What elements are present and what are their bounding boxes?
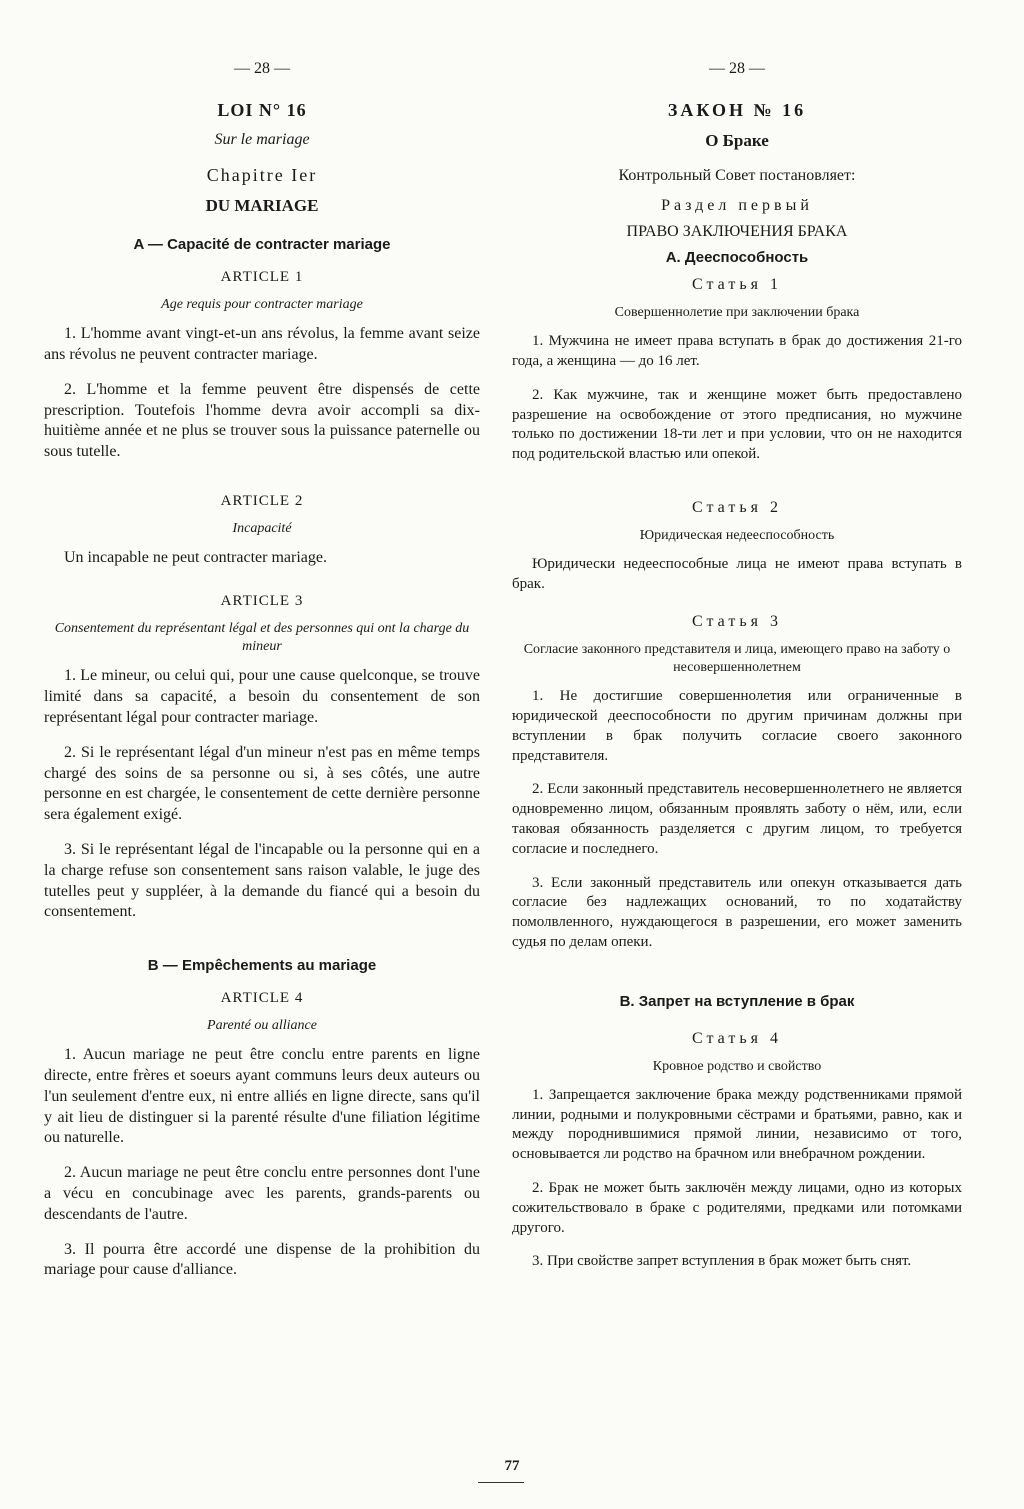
law-title: LOI N° 16 (217, 100, 307, 120)
article-subtitle: Совершеннолетие при заключении брака (614, 305, 860, 320)
paragraph: 3. Il pourra être accordé une dispense de la prohibition du mariage pour cause d'alliance. (44, 1240, 480, 1279)
paragraph: 3. При свойстве запрет вступления в брак может быть снят. (532, 1253, 912, 1270)
article-subtitle: Age requis pour contracter mariage (161, 297, 363, 312)
article-subtitle: Юридическая недееспособность (639, 527, 835, 543)
russian-column (512, 60, 962, 1286)
law-title: ЗАКОН № 16 (667, 100, 807, 120)
paragraph: 1. Не достигшие совершеннолетия или ограниченные в юридической дееспособности по другим причинам должны при вступлении в брак получить согласие своего законного представителя. (512, 688, 962, 764)
article-4 (512, 1030, 962, 1273)
article-2 (512, 499, 962, 595)
paragraph: 1. Мужчина не имеет права вступать в брак до достижения 21-го года, а женщина — до 16 лет. (512, 333, 962, 369)
paragraph: Un incapable ne peut contracter mariage. (64, 549, 327, 567)
french-column (44, 60, 480, 1295)
paragraph: 3. Если законный представитель или опекун отказывается дать согласие без надлежащих оснований, то по ходатайству помолвленного, нуждающегося в разрешении, его может заменить судья по делам опеки. (512, 874, 962, 950)
paragraph: Юридически недееспособные лица не имеют права вступать в брак. (512, 556, 962, 592)
paragraph: 2. Брак не может быть заключён между лицами, одно из которых сожительствовало в браке с родителями, предками или потомками другого. (512, 1180, 962, 1236)
section-heading-b: B — Empêchements au mariage (147, 957, 377, 975)
footer-rule (478, 1482, 524, 1483)
article-subtitle: Согласие законного представителя и лица, имеющего право на заботу о несовершеннолетнем (523, 641, 951, 675)
chapter-heading: Chapitre Ier (206, 165, 318, 185)
article-subtitle: Consentement du représentant légal et des personnes qui ont la charge du mineur (54, 620, 470, 655)
preamble: Контрольный Совет постановляет: (618, 167, 856, 184)
paragraph: 2. Aucun mariage ne peut être conclu entre personnes dont l'une a vécu en concubinage avec les parents, grands-parents ou descendants de l'autre. (44, 1164, 480, 1223)
article-1 (44, 269, 480, 463)
article-3 (44, 593, 480, 923)
chapter-title: DU MARIAGE (205, 196, 319, 215)
article-title: Статья 2 (692, 498, 782, 516)
article-title: Статья 4 (692, 1029, 782, 1047)
article-subtitle: Кровное родство и свойство (652, 1058, 822, 1074)
page-number: — 28 — (709, 60, 765, 77)
article-subtitle: Parenté ou alliance (207, 1018, 317, 1034)
paragraph: 1. Le mineur, ou celui qui, pour une cause quelconque, se trouve limité dans sa capacité, a besoin du consentement de son représentant légal pour contracter mariage. (44, 667, 480, 726)
paragraph: 2. Как мужчине, так и женщине может быть предоставлено разрешение на освобождение от этого предписания, но мужчине только по достижении 18-ти лет и при условии, что он не находится под родительской властью или опекой. (512, 386, 962, 463)
section-heading-a: А. Дееспособность (665, 249, 809, 266)
section-heading-a: A — Capacité de contracter mariage (133, 236, 391, 253)
chapter-title: ПРАВО ЗАКЛЮЧЕНИЯ БРАКА (626, 223, 848, 240)
article-title: Статья 3 (692, 612, 782, 630)
paragraph: 1. L'homme avant vingt-et-un ans révolus, la femme avant seize ans révolus ne peuvent contracter mariage. (44, 325, 480, 363)
article-title: ARTICLE 3 (220, 592, 304, 609)
paragraph: 3. Si le représentant légal de l'incapable ou la personne qui en a la charge refuse son consentement sans raison valable, le juge des tutelles peut y suppléer, à la demande du fiancé qui a besoin du consentement. (44, 840, 480, 921)
section-heading-b: В. Запрет на вступление в брак (619, 992, 855, 1010)
article-subtitle: Incapacité (232, 520, 292, 536)
paragraph: 1. Aucun mariage ne peut être conclu entre parents en ligne directe, entre frères et soeurs ayant communs leurs deux auteurs ou l'un seulement d'entre eux, ni entre alliés en ligne directe, sans qu'il y ait lieu de distinguer si la parenté résulte d'une filiation légitime ou naturelle. (44, 1046, 480, 1147)
footer-page-number: 77 (504, 1458, 520, 1474)
page-number: — 28 — (234, 60, 290, 77)
paragraph: 2. L'homme et la femme peuvent être dispensés de cette prescription. Toutefois l'homme devra avoir accompli sa dix-huitième année et ne plus se trouver sous la puissance paternelle ou sous tutelle. (44, 380, 480, 461)
paragraph: 2. Si le représentant légal d'un mineur n'est pas en même temps chargé des soins de sa personne ou si, à ses côtés, une autre personne en est chargée, le consentement de cette dernière personne sera également exigé. (44, 743, 480, 824)
article-2 (44, 493, 480, 569)
paragraph: 1. Запрещается заключение брака между родственниками прямой линии, родными и полукровными сёстрами и братьями, равно, как и между породнившимися прямой линии, независимо от того, основывается ли родство на брачном или внебрачном рождении. (512, 1086, 962, 1163)
article-3 (512, 613, 962, 953)
paragraph: 2. Если законный представитель несовершеннолетнего не является одновременно лицом, обязанным проявлять заботу о нём, или, если таковая обязанность разделяется с другим лицом, то требуется согласие и последнего. (512, 781, 962, 857)
article-title: ARTICLE 2 (220, 492, 304, 509)
chapter-heading: Раздел первый (661, 197, 813, 214)
law-subtitle: Sur le mariage (214, 131, 310, 148)
article-4 (44, 990, 480, 1281)
article-1 (512, 276, 962, 465)
article-title: ARTICLE 4 (220, 990, 304, 1007)
law-subtitle: О Браке (705, 131, 769, 150)
article-title: ARTICLE 1 (220, 269, 304, 285)
article-title: Статья 1 (692, 276, 782, 293)
